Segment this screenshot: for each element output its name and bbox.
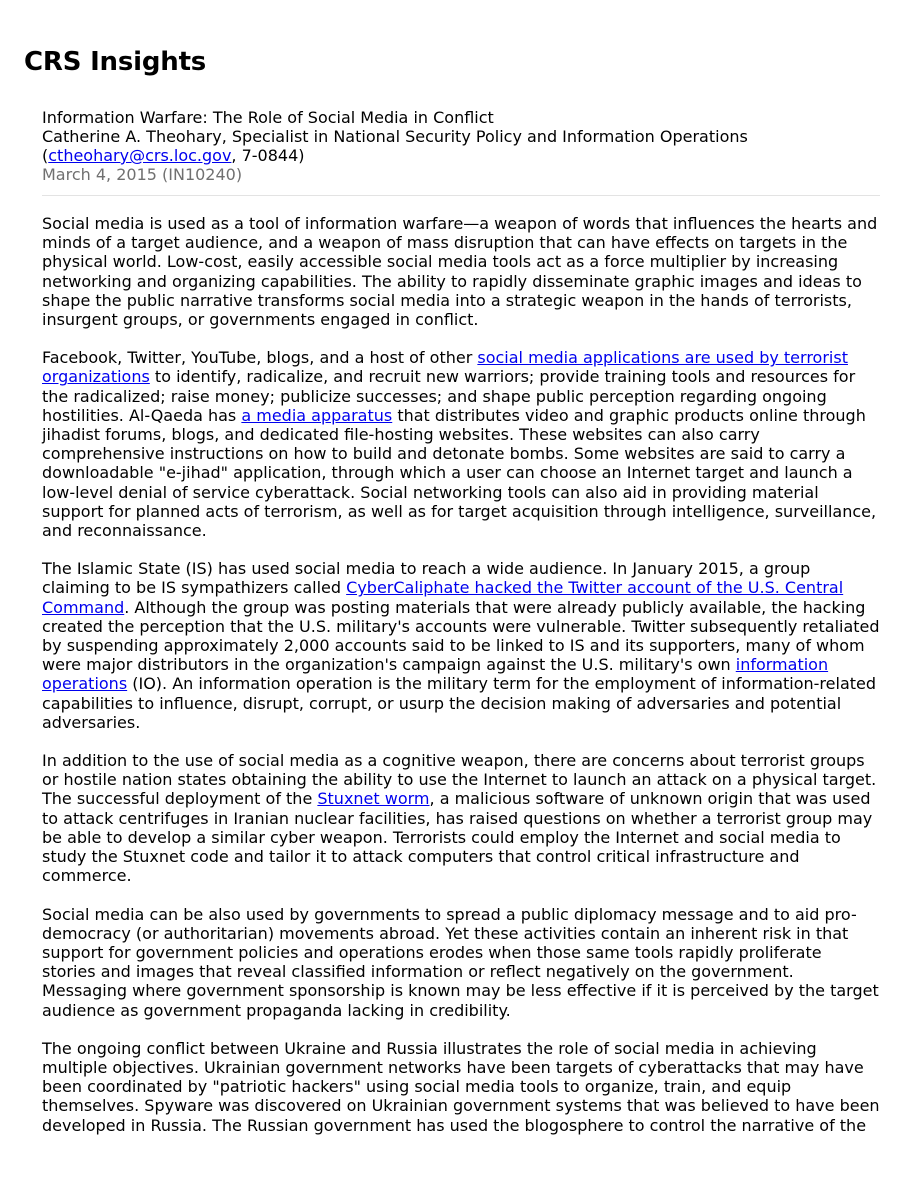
paragraph-4-text-b: , a malicious software of unknown origin that was used to attack centrifuges in Iranian nuclear facilities, has raised questions on whether a terrorist group may be able to develop a similar cyber weapon. Terrorists could employ the Internet and social media to study the Stuxnet code and tailor it to attack computers that control critical infrastructure and commerce. — [42, 789, 873, 886]
social-media-terrorist-link[interactable]: social media applications are used by terrorist organizations — [42, 348, 848, 387]
insight-author: Catherine A. Theohary, Specialist in National Security Policy and Information Operations — [42, 127, 748, 146]
paragraph-2 — [42, 348, 880, 540]
paragraph-4-text-a: In addition to the use of social media as a cognitive weapon, there are concerns about terrorist groups or hostile nation states obtaining the ability to use the Internet to launch an attack on a physical target. The successful deployment of the — [42, 751, 877, 809]
insight-contact — [42, 146, 880, 165]
site-title: CRS Insights — [24, 47, 207, 77]
paragraph-2-text-c: that distributes video and graphic products online through jihadist forums, blogs, and dedicated file-hosting websites. These websites can also carry comprehensive instructions on how to build and detonate bombs. Some websites are said to carry a downloadable "e-jihad" application, through which a user can choose an Internet target and launch a low-level denial of service cyberattack. Social networking tools can also aid in providing material support for planned acts of terrorism, as well as for target acquisition through intelligence, surveillance, and reconnaissance. — [42, 405, 877, 541]
contact-phone: , 7-0844) — [231, 146, 305, 165]
insight-title: Information Warfare: The Role of Social Media in Conflict — [42, 108, 494, 127]
paragraph-6: The ongoing conflict between Ukraine and Russia illustrates the role of social media in achieving multiple objectives. Ukrainian government networks have been targets of cyberattacks that may have been coordinated by "patriotic hackers" using social media tools to organize, train, and equip themselves. Spyware was discovered on Ukrainian government systems that was believed to have been developed in Russia. The Russian government has used the blogosphere to control the narrative of the — [42, 1038, 880, 1135]
paragraph-1: Social media is used as a tool of information warfare—a weapon of words that influences the hearts and minds of a target audience, and a weapon of mass disruption that can have effects on targets in the physical world. Low-cost, easily accessible social media tools act as a force multiplier by increasing networking and organizing capabilities. The ability to rapidly disseminate graphic images and ideas to shape the public narrative transforms social media into a strategic weapon in the hands of terrorists, insurgent groups, or governments engaged in conflict. — [42, 214, 878, 330]
contact-open-paren: ( — [42, 146, 49, 165]
header-divider — [42, 195, 880, 196]
paragraph-3 — [42, 559, 880, 732]
paragraph-5: Social media can be also used by governments to spread a public diplomacy message and to aid pro-democracy (or authoritarian) movements abroad. Yet these activities contain an inherent risk in that support for government policies and operations erodes when those same tools rapidly proliferate stories and images that reveal classified information or reflect negatively on the government. Messaging where government sponsorship is known may be less effective if it is perceived by the target audience as government propaganda lacking in credibility. — [42, 904, 879, 1020]
paragraph-4 — [42, 751, 880, 885]
author-email-link[interactable]: ctheohary@crs.loc.gov — [48, 146, 232, 165]
insight-header — [42, 108, 880, 184]
information-operations-link[interactable]: information operations — [42, 655, 829, 694]
paragraph-3-text-a: The Islamic State (IS) has used social media to reach a wide audience. In January 2015, a group claiming to be IS sympathizers called — [42, 559, 811, 598]
paragraph-2-text-a: Facebook, Twitter, YouTube, blogs, and a host of other — [42, 348, 478, 368]
insight-date: March 4, 2015 (IN10240) — [42, 165, 243, 184]
paragraph-3-text-b: . Although the group was posting materials that were already publicly available, the hacking created the perception that the U.S. military's accounts were vulnerable. Twitter subsequently retaliated by suspending approximately 2,000 accounts said to be linked to IS and its supporters, many of whom were major distributors in the organization's campaign against the U.S. military's own — [42, 597, 880, 675]
media-apparatus-link[interactable]: a media apparatus — [241, 405, 393, 425]
paragraph-2-text-b: to identify, radicalize, and recruit new warriors; provide training tools and resources for the radicalized; raise money; publicize successes; and shape public perception regarding ongoing hostilities. Al-Qaeda has — [42, 367, 856, 425]
cybercaliphate-link[interactable]: CyberCaliphate hacked the Twitter account of the U.S. Central Command — [42, 578, 844, 617]
paragraph-3-text-c: (IO). An information operation is the military term for the employment of information-related capabilities to influence, disrupt, corrupt, or usurp the decision making of adversaries and potential adversaries. — [42, 674, 877, 732]
article-body — [42, 214, 880, 1135]
stuxnet-worm-link[interactable]: Stuxnet worm — [317, 789, 430, 809]
insight-content — [42, 108, 880, 1154]
